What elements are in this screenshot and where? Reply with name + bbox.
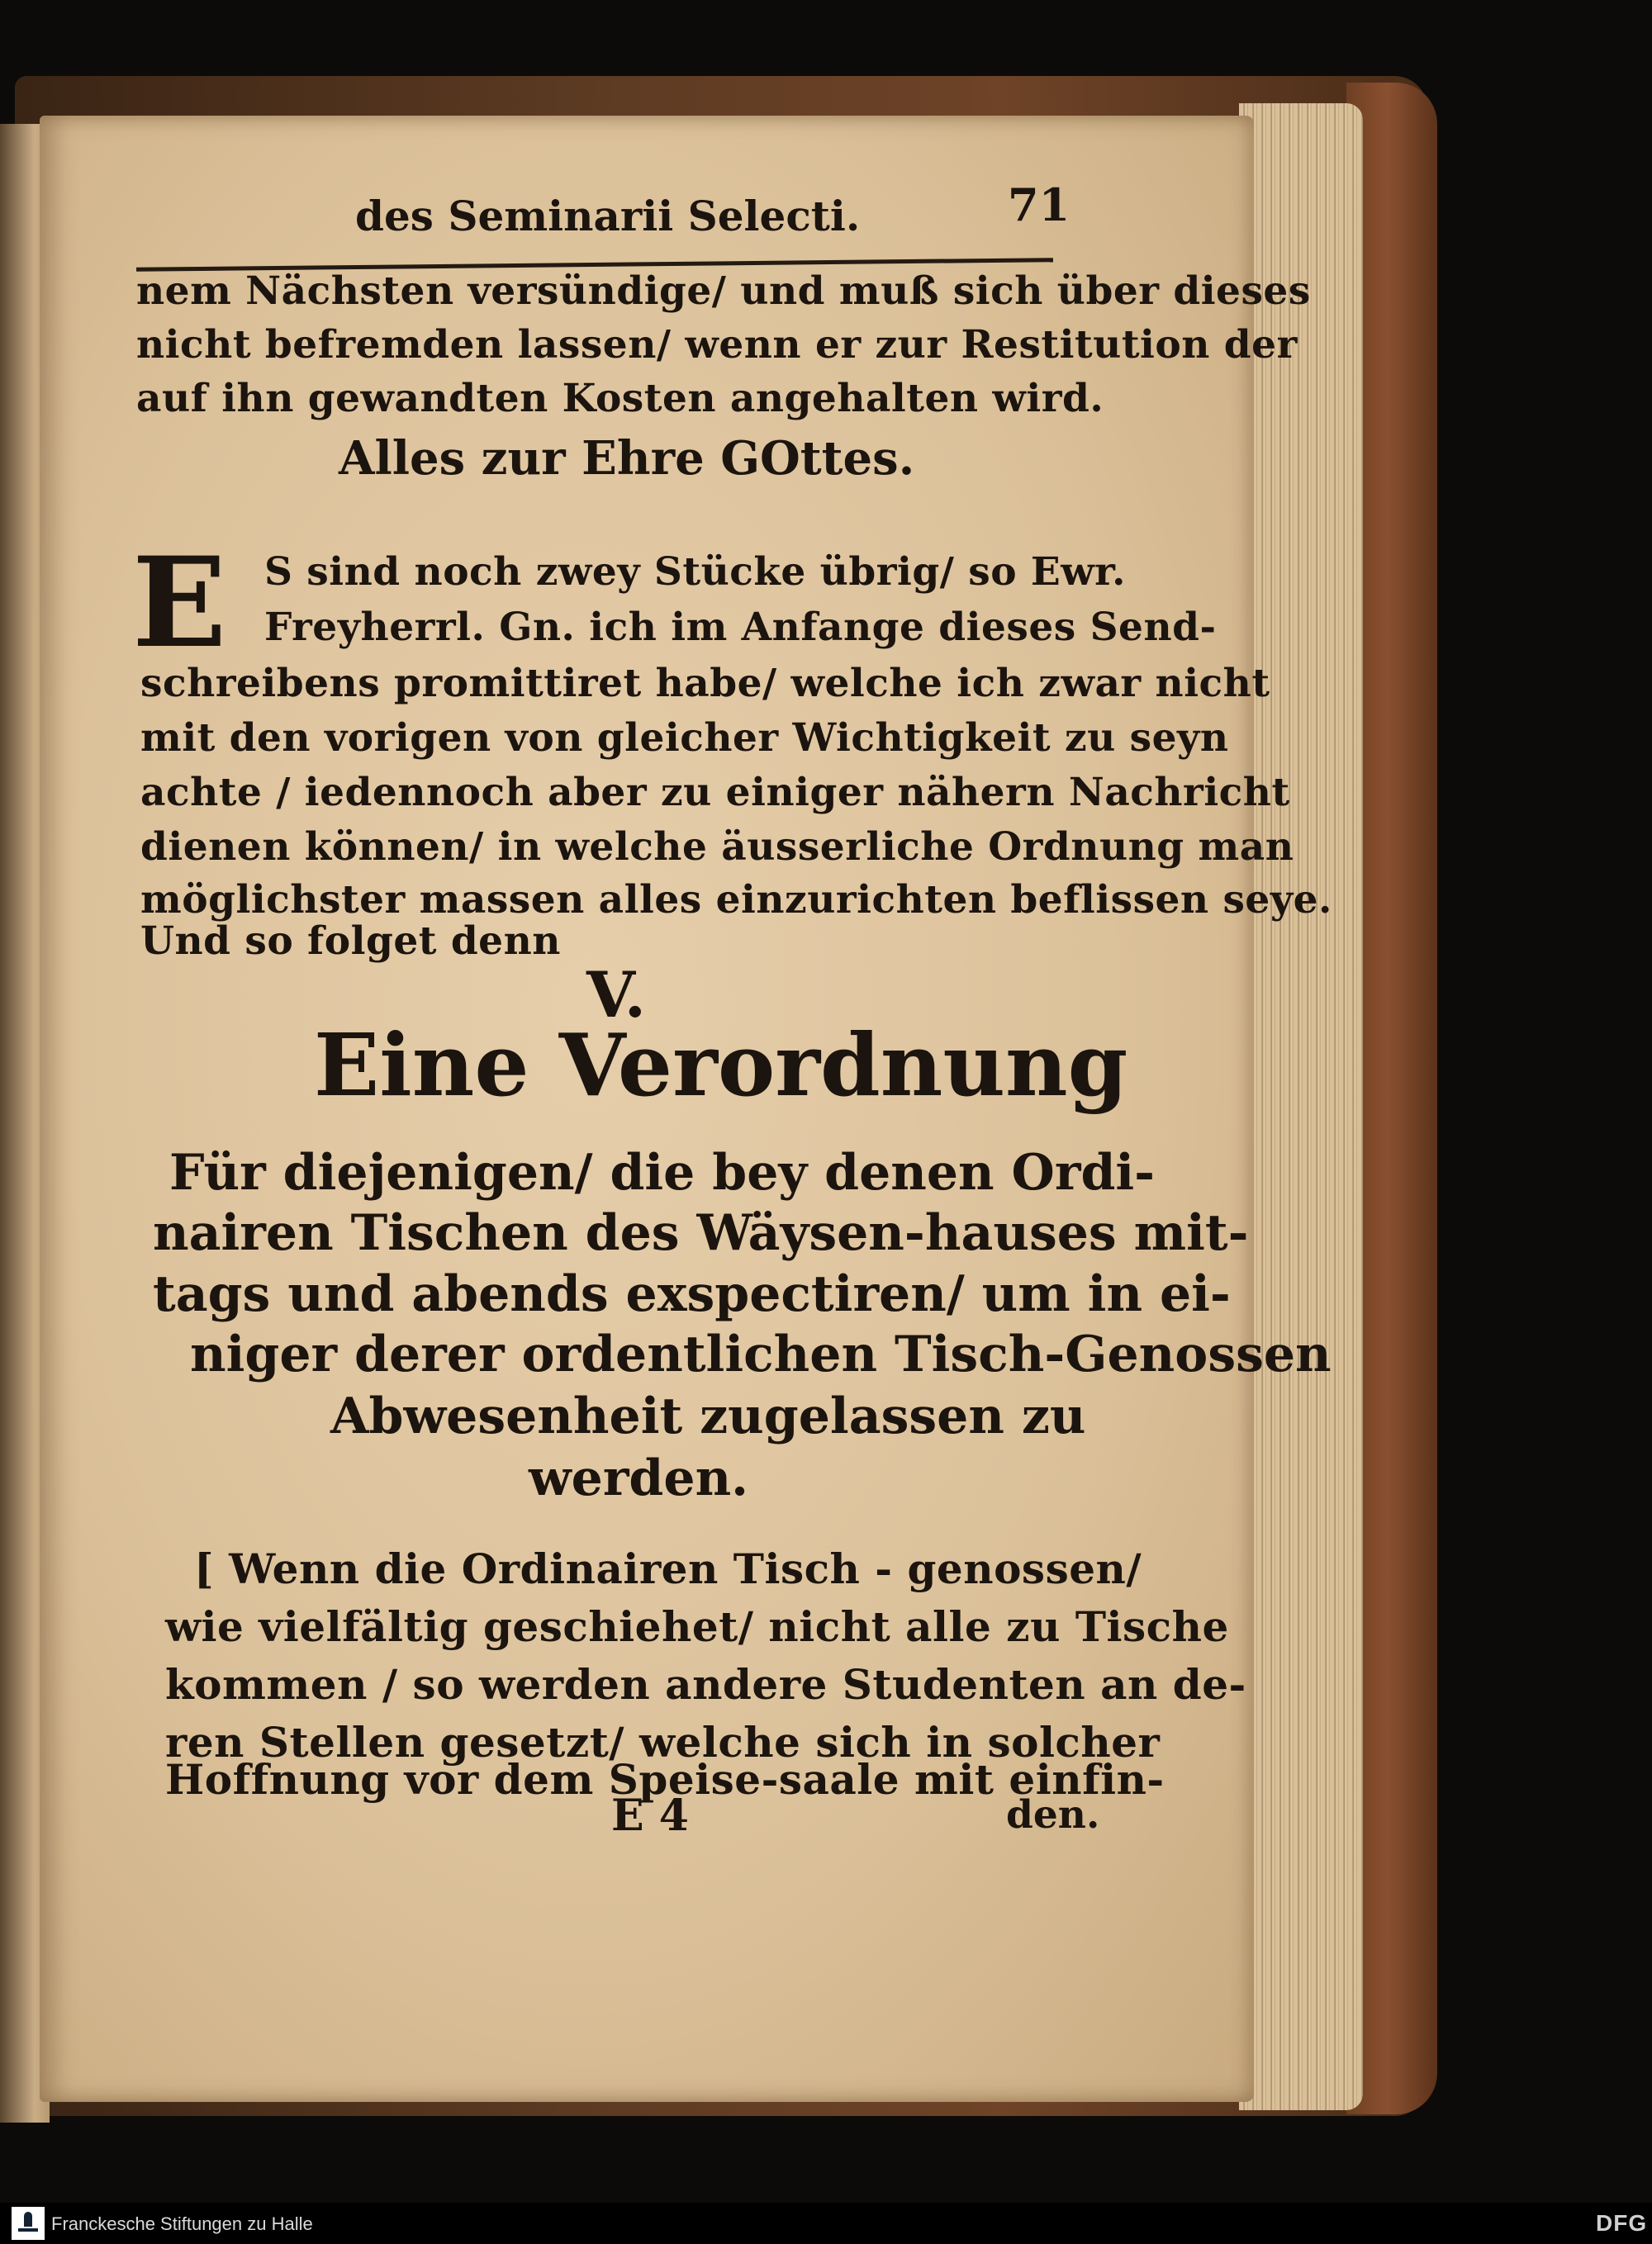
institution-logo-icon [12, 2207, 45, 2240]
section-number: V. [586, 958, 647, 1032]
subtitle-line: Für diejenigen/ die bey denen Ordi- [169, 1144, 1156, 1202]
text-line: nicht befremden lassen/ wenn er zur Restitution der [136, 322, 1298, 368]
closing-motto: Alles zur Ehre GOttes. [339, 431, 915, 486]
text-line: achte / iedennoch aber zu einiger nähern Nachricht [140, 770, 1290, 815]
page-edges [1239, 103, 1363, 2110]
text-line: Hoffnung vor dem Speise-saale mit einfin- [165, 1755, 1165, 1804]
institution-credit: Franckesche Stiftungen zu Halle [51, 2213, 313, 2234]
subtitle-line: Abwesenheit zugelassen zu [330, 1388, 1086, 1445]
section-title: Eine Verordnung [314, 1014, 1128, 1116]
drop-cap: E [132, 530, 227, 676]
page-number: 71 [1008, 178, 1070, 231]
text-line: möglichster massen alles einzurichten beflissen seye. [140, 877, 1332, 923]
text-line: wie vielfältig geschiehet/ nicht alle zu Tische [165, 1602, 1229, 1651]
text-line: nem Nächsten versündige/ und muß sich über dieses [136, 268, 1311, 314]
text-line: Und so folget denn [140, 918, 561, 964]
text-line: Freyherrl. Gn. ich im Anfange dieses Send- [264, 605, 1217, 650]
text-line: dienen können/ in welche äusserliche Ordnung man [140, 824, 1294, 870]
signature-mark: E 4 [611, 1791, 689, 1841]
text-line: auf ihn gewandten Kosten angehalten wird. [136, 376, 1104, 421]
text-line: S sind noch zwey Stücke übrig/ so Ewr. [264, 549, 1126, 595]
text-line: mit den vorigen von gleicher Wichtigkeit zu seyn [140, 715, 1229, 761]
running-title: des Seminarii Selecti. [355, 192, 861, 240]
subtitle-line: nairen Tischen des Wäysen-hauses mit- [153, 1204, 1249, 1262]
funder-logo: DFG [1596, 2210, 1648, 2236]
subtitle-line: niger derer ordentlichen Tisch-Genossen [190, 1326, 1332, 1383]
text-line: schreibens promittiret habe/ welche ich zwar nicht [140, 661, 1270, 706]
text-line: ren Stellen gesetzt/ welche sich in solcher [165, 1718, 1161, 1767]
subtitle-line: werden. [529, 1449, 749, 1507]
catchword: den. [1006, 1792, 1100, 1838]
text-line: kommen / so werden andere Studenten an de- [165, 1660, 1246, 1709]
subtitle-line: tags und abends exspectiren/ um in ei- [153, 1265, 1231, 1323]
text-line: [ Wenn die Ordinairen Tisch - genossen/ [194, 1544, 1142, 1593]
